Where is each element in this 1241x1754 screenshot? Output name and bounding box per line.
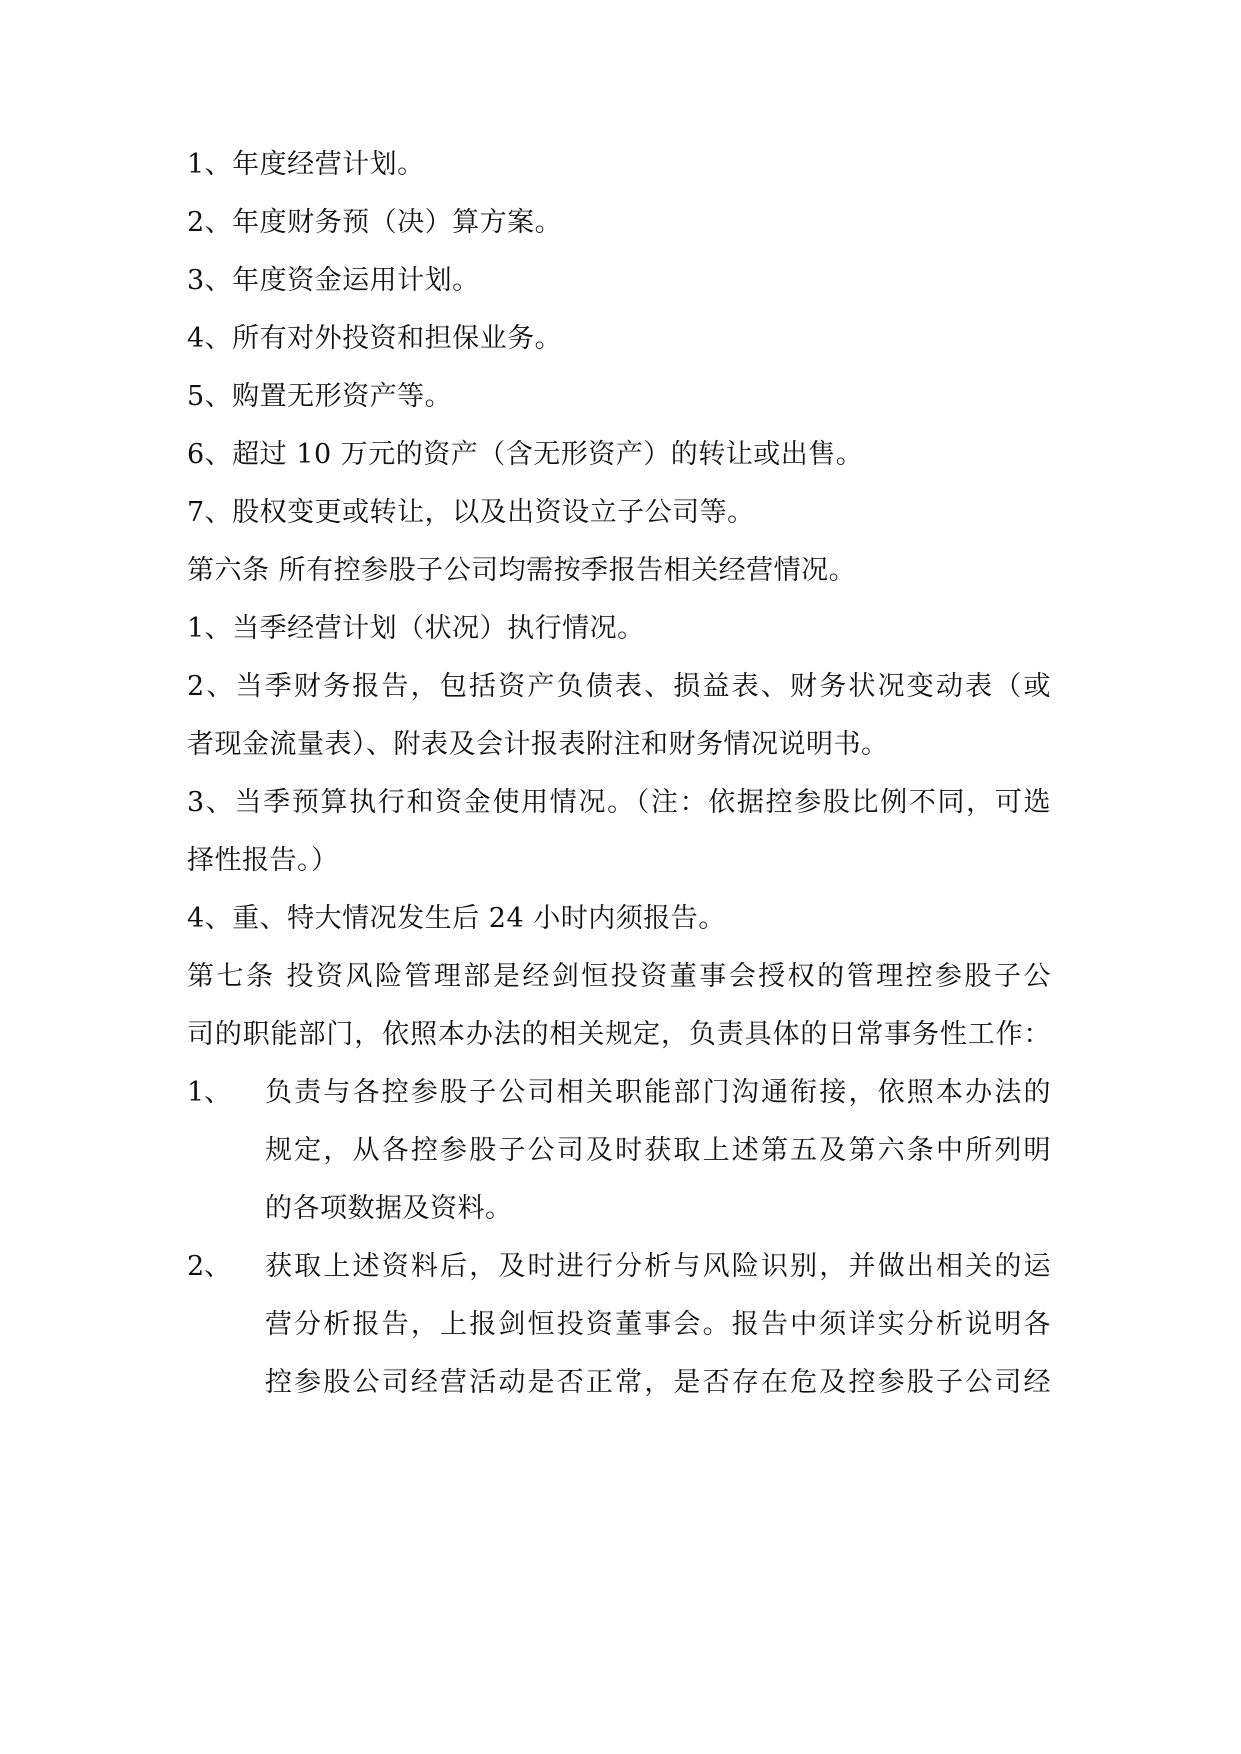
sub-item-text: 的各项数据及资料。 <box>265 1193 513 1224</box>
article-7-body: 司的职能部门，依照本办法的相关规定，负责具体的日常事务性工作： <box>187 1019 1051 1050</box>
list-item: 1、年度经营计划。 <box>187 149 425 180</box>
list-item: 7、股权变更或转让，以及出资设立子公司等。 <box>187 497 755 528</box>
list-item: 4、重、特大情况发生后 24 小时内须报告。 <box>187 903 726 934</box>
list-item: 5、购置无形资产等。 <box>187 381 453 412</box>
list-item: 1、当季经营计划（状况）执行情况。 <box>187 613 645 644</box>
sub-item-number: 1、 <box>187 1077 232 1108</box>
list-item: 2、年度财务预（决）算方案。 <box>187 207 563 238</box>
list-item: 4、所有对外投资和担保业务。 <box>187 323 563 354</box>
sub-item-text: 规定，从各控参股子公司及时获取上述第五及第六条中所列明 <box>265 1135 1051 1166</box>
list-item-continuation: 择性报告。） <box>187 845 339 876</box>
article-6-heading: 第六条 所有控参股子公司均需按季报告相关经营情况。 <box>187 555 857 586</box>
list-item: 2、当季财务报告，包括资产负债表、损益表、财务状况变动表（或 <box>187 671 1051 702</box>
list-item: 6、超过 10 万元的资产（含无形资产）的转让或出售。 <box>187 439 864 470</box>
sub-item-text: 营分析报告，上报剑恒投资董事会。报告中须详实分析说明各 <box>265 1309 1051 1340</box>
article-7-heading: 第七条 投资风险管理部是经剑恒投资董事会授权的管理控参股子公 <box>187 961 1051 992</box>
list-item: 3、年度资金运用计划。 <box>187 265 480 296</box>
list-item-continuation: 者现金流量表）、附表及会计报表附注和财务情况说明书。 <box>187 729 889 760</box>
sub-item-text: 负责与各控参股子公司相关职能部门沟通衔接，依照本办法的 <box>265 1077 1051 1108</box>
sub-item-text: 控参股公司经营活动是否正常，是否存在危及控参股子公司经 <box>265 1367 1051 1398</box>
sub-item-text: 获取上述资料后，及时进行分析与风险识别，并做出相关的运 <box>265 1251 1051 1282</box>
sub-item-number: 2、 <box>187 1251 232 1282</box>
list-item: 3、当季预算执行和资金使用情况。（注：依据控参股比例不同，可选 <box>187 787 1051 818</box>
